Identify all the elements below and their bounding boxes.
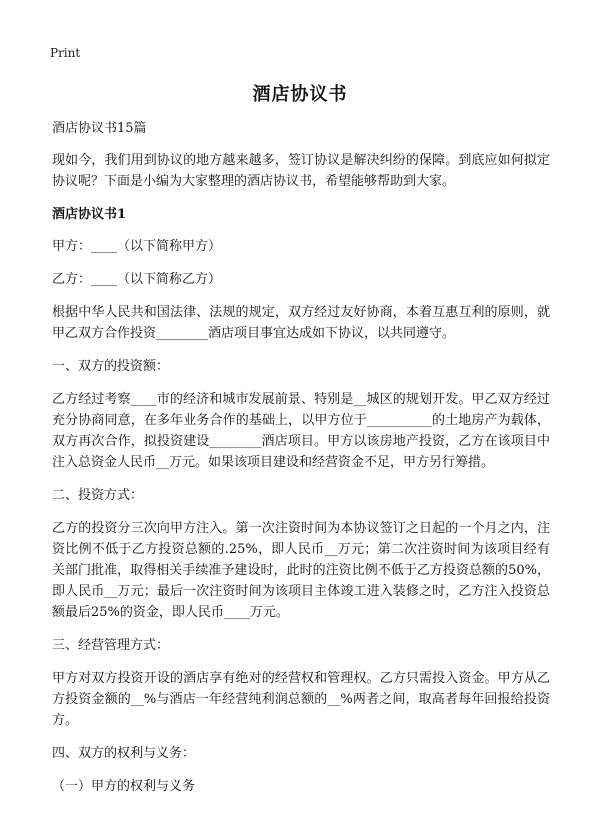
party-a-line: 甲方：____（以下简称甲方） xyxy=(52,239,222,254)
clause-paragraph-2: 乙方的投资分三次向甲方注入。第一次注资时间为本协议签订之日起的一个月之内，注资比例不低于乙方投资总额的.25%，即人民币__万元；第二次注资时间为该项目经有关部门批准，取得相关手续准予建设时，此时的注资比例不低于乙方投资总额的50%，即人民币__万元；最后一次注资时间为该项目主体竣工进入装修之时，乙方注入投资总额最后25%的资金，即人民币____万元。 xyxy=(52,521,550,620)
document-body xyxy=(52,118,550,809)
page-title: 酒店协议书 xyxy=(252,84,348,105)
party-b-line: 乙方：____（以下简称乙方） xyxy=(52,272,222,287)
print-link[interactable]: Print xyxy=(50,46,81,60)
preamble-paragraph: 根据中华人民共和国法律、法规的规定，双方经过友好协商，本着互惠互利的原则，就甲乙双方合作投资________酒店项目事宜达成如下协议，以共同遵守。 xyxy=(52,305,550,341)
intro-paragraph: 现如今，我们用到协议的地方越来越多，签订协议是解决纠纷的保障。到底应如何拟定协议呢？下面是小编为大家整理的酒店协议书，希望能够帮助到大家。 xyxy=(52,153,550,189)
clause-heading-2: 二、投资方式： xyxy=(52,488,144,503)
clause-paragraph-3: 甲方对双方投资开设的酒店享有绝对的经营权和管理权。乙方只需投入资金。甲方从乙方投资金额的__%与酒店一年经营纯利润总额的__%两者之间，取高者每年回报给投资方。 xyxy=(52,671,550,728)
clause-heading-1: 一、双方的投资额： xyxy=(52,359,170,374)
document-subtitle: 酒店协议书15篇 xyxy=(52,121,147,136)
clause-heading-3: 三、经营管理方式： xyxy=(52,638,170,653)
section-title: 酒店协议书1 xyxy=(52,207,127,222)
clause-paragraph-1: 乙方经过考察____市的经济和城市发展前景、特别是__城区的规划开发。甲乙双方经过充分协商同意，在多年业务合作的基础上，以甲方位于__________的土地房产为载体，双方再次合作，拟投资建设________酒店项目。甲方以该房地产投资，乙方在该项目中注入总资金人民币__万元。如果该项目建设和经营资金不足，甲方另行筹措。 xyxy=(52,392,550,470)
clause-subheading-4-1: （一）甲方的权利与义务 xyxy=(52,779,196,794)
clause-heading-4: 四、双方的权利与义务： xyxy=(52,746,196,761)
